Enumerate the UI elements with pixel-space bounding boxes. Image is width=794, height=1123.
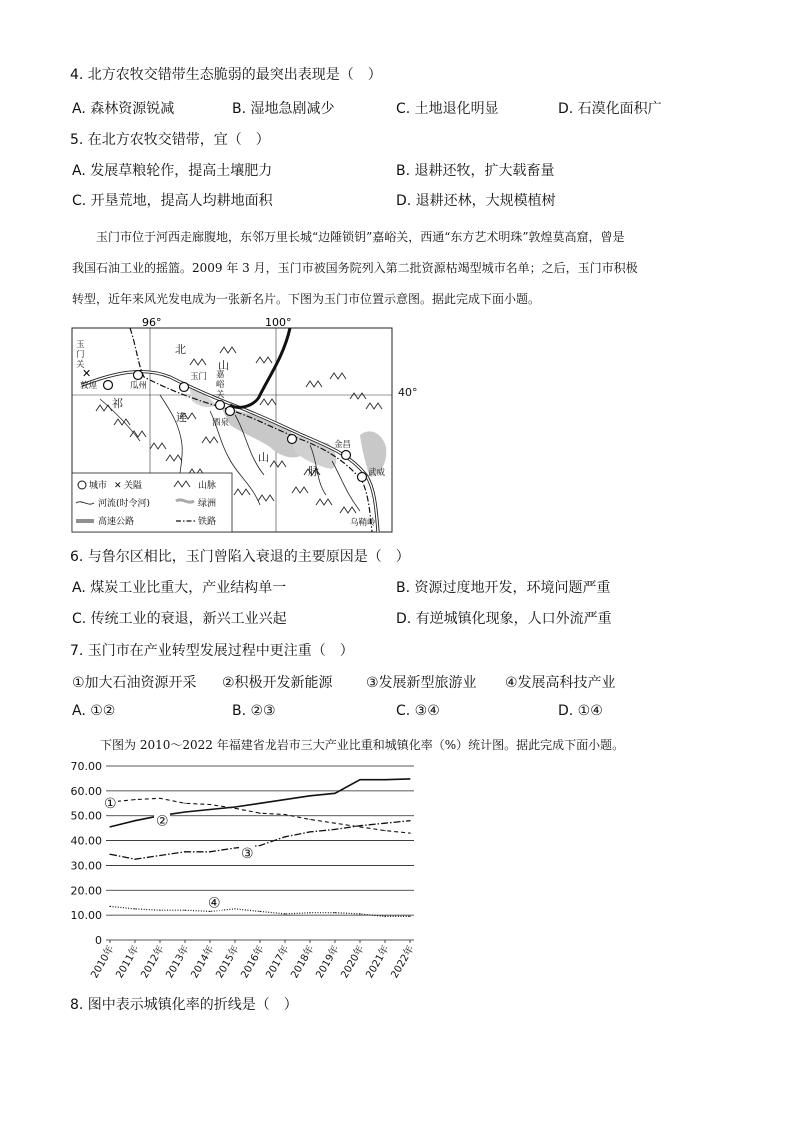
q6-stem: 6. 与鲁尔区相比，玉门曾陷入衰退的主要原因是（ ） — [70, 549, 410, 565]
label-jiayuguan-3: 关 — [216, 390, 225, 400]
chart-x-tick-label: 2019年 — [314, 944, 342, 981]
q4-option-c[interactable]: C. 土地退化明显 — [396, 101, 499, 117]
passage1-line2: 我国石油工业的摇篮。2009 年 3 月，玉门市被国务院列入第二批资源枯竭型城市名单；之后，玉门市积极 — [72, 261, 638, 275]
chart-point — [134, 859, 135, 860]
q7-item-4: ④发展高科技产业 — [505, 675, 616, 691]
chart-x-tick-label: 2018年 — [289, 944, 317, 981]
chart-point — [209, 809, 210, 810]
chart-point — [259, 803, 260, 804]
chart-series-label: ③ — [241, 846, 254, 863]
chart-x-tick-label: 2022年 — [389, 944, 417, 981]
chart-point — [359, 913, 360, 914]
q7-item-1: ①加大石油资源开采 — [72, 675, 197, 691]
q5-option-b[interactable]: B. 退耕还牧，扩大载畜量 — [396, 163, 555, 179]
label-mtn-shan2: 山 — [258, 451, 269, 464]
chart-x-tick-label: 2021年 — [364, 944, 392, 981]
chart-point — [384, 779, 385, 780]
label-jiayuguan-1: 嘉 — [216, 370, 225, 380]
chart-point — [184, 803, 185, 804]
q7-option-a[interactable]: A. ①② — [72, 703, 116, 719]
svg-text:河流(时令河): 河流(时令河) — [98, 499, 151, 509]
label-yumenguan-1: 玉 — [76, 340, 85, 350]
svg-text:高速公路: 高速公路 — [98, 517, 135, 527]
map-legend — [72, 473, 232, 532]
chart-point — [184, 851, 185, 852]
q6-option-c[interactable]: C. 传统工业的衰退，新兴工业兴起 — [72, 611, 287, 627]
label-yumenguan-3: 关 — [76, 360, 85, 370]
chart-y-tick-label: 20.00 — [70, 884, 102, 898]
passage2: 下图为 2010～2022 年福建省龙岩市三大产业比重和城镇化率（%）统计图。据此完成下面小题。 — [100, 738, 625, 752]
svg-text:城市: 城市 — [89, 481, 108, 491]
q7-option-d[interactable]: D. ①④ — [558, 703, 603, 719]
label-wuwei: 武威 — [368, 468, 386, 478]
q4-stem: 4. 北方农牧交错带生态脆弱的最突出表现是（ ） — [70, 67, 382, 83]
chart-x-tick-label: 2013年 — [164, 944, 192, 981]
chart-x-tick-label: 2016年 — [239, 944, 267, 981]
chart-x-tick-label: 2017年 — [264, 944, 292, 981]
chart-y-tick-label: 40.00 — [70, 834, 102, 848]
q7-item-3: ③发展新型旅游业 — [366, 675, 477, 691]
q8-stem: 8. 图中表示城镇化率的折线是（ ） — [70, 997, 298, 1013]
chart-point — [209, 851, 210, 852]
chart-x-tick-label: 2010年 — [89, 944, 117, 981]
chart-point — [159, 798, 160, 799]
chart-x-tick-label: 2014年 — [189, 944, 217, 981]
label-yumen: 玉门 — [190, 372, 208, 382]
chart-y-tick-label: 50.00 — [70, 809, 102, 823]
q5-option-d[interactable]: D. 退耕还林，大规模植树 — [396, 193, 556, 209]
label-mtn-lian: 连 — [176, 411, 187, 424]
label-wushaoling: 乌鞘岭 — [350, 518, 376, 528]
label-guazhou: 瓜州 — [130, 381, 148, 391]
label-mtn-qi: 祁 — [112, 397, 123, 410]
chart-x-tick-label: 2020年 — [339, 944, 367, 981]
q7-item-2: ②积极开发新能源 — [222, 675, 333, 691]
label-jinchang: 金昌 — [334, 440, 352, 450]
chart-point — [134, 799, 135, 800]
chart-point — [409, 820, 410, 821]
chart-x-tick-label: 2011年 — [114, 944, 142, 981]
chart-point — [409, 833, 410, 834]
label-yumenguan-2: 门 — [76, 350, 85, 360]
svg-text:铁路: 铁路 — [198, 517, 217, 527]
q4-option-d[interactable]: D. 石漠化面积广 — [558, 101, 662, 117]
chart-point — [359, 826, 360, 827]
q4-option-a[interactable]: A. 森林资源锐减 — [72, 101, 175, 117]
chart-x-tick-label: 2012年 — [139, 944, 167, 981]
chart-y-tick-label: 0 — [95, 934, 102, 947]
chart-point — [159, 910, 160, 911]
chart-series-label: ② — [156, 813, 169, 830]
chart-point — [334, 823, 335, 824]
q4-option-b[interactable]: B. 湿地急剧减少 — [232, 101, 335, 117]
chart-y-tick-label: 60.00 — [70, 784, 102, 798]
label-mtn-shan: 山 — [218, 359, 229, 372]
chart-point — [309, 819, 310, 820]
chart-point — [234, 806, 235, 807]
chart-point — [359, 779, 360, 780]
chart-point — [284, 814, 285, 815]
chart-point — [134, 820, 135, 821]
chart-point — [359, 825, 360, 826]
chart-point — [284, 913, 285, 914]
label-dunhuang: 敦煌 — [80, 381, 98, 391]
chart-point — [309, 831, 310, 832]
chart-point — [384, 830, 385, 831]
chart-point — [384, 823, 385, 824]
chart-y-tick-label: 10.00 — [70, 909, 102, 923]
label-mtn-bei: 北 — [175, 343, 186, 356]
q5-option-c[interactable]: C. 开垦荒地，提高人均耕地面积 — [72, 193, 273, 209]
chart-point — [159, 855, 160, 856]
q6-option-a[interactable]: A. 煤炭工业比重大，产业结构单一 — [72, 580, 287, 596]
chart-y-tick-label: 30.00 — [70, 859, 102, 873]
chart-series-label: ④ — [208, 895, 221, 912]
svg-text:绿洲: 绿洲 — [198, 499, 217, 509]
chart-point — [184, 910, 185, 911]
chart-point — [184, 811, 185, 812]
longyan-industry-urbanization-chart — [68, 754, 428, 990]
chart-series-label: ① — [104, 796, 117, 813]
passage1-line3: 转型，近年来风光发电成为一张新名片。下图为玉门市位置示意图。据此完成下面小题。 — [72, 292, 541, 306]
q6-option-b[interactable]: B. 资源过度地开发，环境问题严重 — [396, 580, 611, 596]
chart-point — [384, 916, 385, 917]
chart-point — [109, 906, 110, 907]
svg-text:山脉: 山脉 — [198, 481, 217, 491]
q5-stem: 5. 在北方农牧交错带，宜（ ） — [70, 132, 270, 148]
q7-option-b[interactable]: B. ②③ — [232, 703, 276, 719]
map-lat-label: 40° — [398, 386, 418, 399]
chart-point — [334, 829, 335, 830]
chart-point — [209, 804, 210, 805]
chart-point — [234, 847, 235, 848]
chart-point — [284, 836, 285, 837]
chart-point — [259, 813, 260, 814]
q5-option-a[interactable]: A. 发展草粮轮作，提高土壤肥力 — [72, 163, 273, 179]
pass-marker: ✕ — [82, 367, 92, 380]
chart-point — [134, 908, 135, 909]
chart-point — [234, 908, 235, 909]
chart-y-tick-label: 70.00 — [70, 760, 102, 773]
lon-label-100: 100° — [265, 316, 292, 329]
chart-point — [409, 778, 410, 779]
q7-stem: 7. 玉门市在产业转型发展过程中更注重（ ） — [70, 643, 354, 659]
label-jiayuguan-2: 峪 — [216, 380, 225, 390]
chart-point — [259, 911, 260, 912]
chart-point — [109, 826, 110, 827]
yumen-location-map — [70, 315, 396, 535]
chart-point — [284, 799, 285, 800]
label-mtn-mai: 脉 — [308, 465, 319, 478]
passage1-line1: 玉门市位于河西走廊腹地，东邻万里长城“边陲锁钥”嘉峪关，西通“东方艺术明珠”敦煌莫高窟，曾是 — [96, 230, 625, 244]
lon-label-96: 96° — [142, 316, 162, 329]
svg-text:关隘: 关隘 — [124, 481, 143, 491]
chart-point — [409, 916, 410, 917]
chart-point — [259, 845, 260, 846]
q7-option-c[interactable]: C. ③④ — [396, 703, 440, 719]
chart-point — [309, 795, 310, 796]
chart-point — [109, 854, 110, 855]
chart-point — [334, 912, 335, 913]
label-jiuquan: 酒泉 — [212, 418, 230, 428]
q6-option-d[interactable]: D. 有逆城镇化现象，人口外流严重 — [396, 611, 612, 627]
chart-point — [309, 912, 310, 913]
chart-point — [334, 793, 335, 794]
chart-x-tick-label: 2015年 — [214, 944, 242, 981]
svg-text:✕: ✕ — [114, 481, 122, 491]
